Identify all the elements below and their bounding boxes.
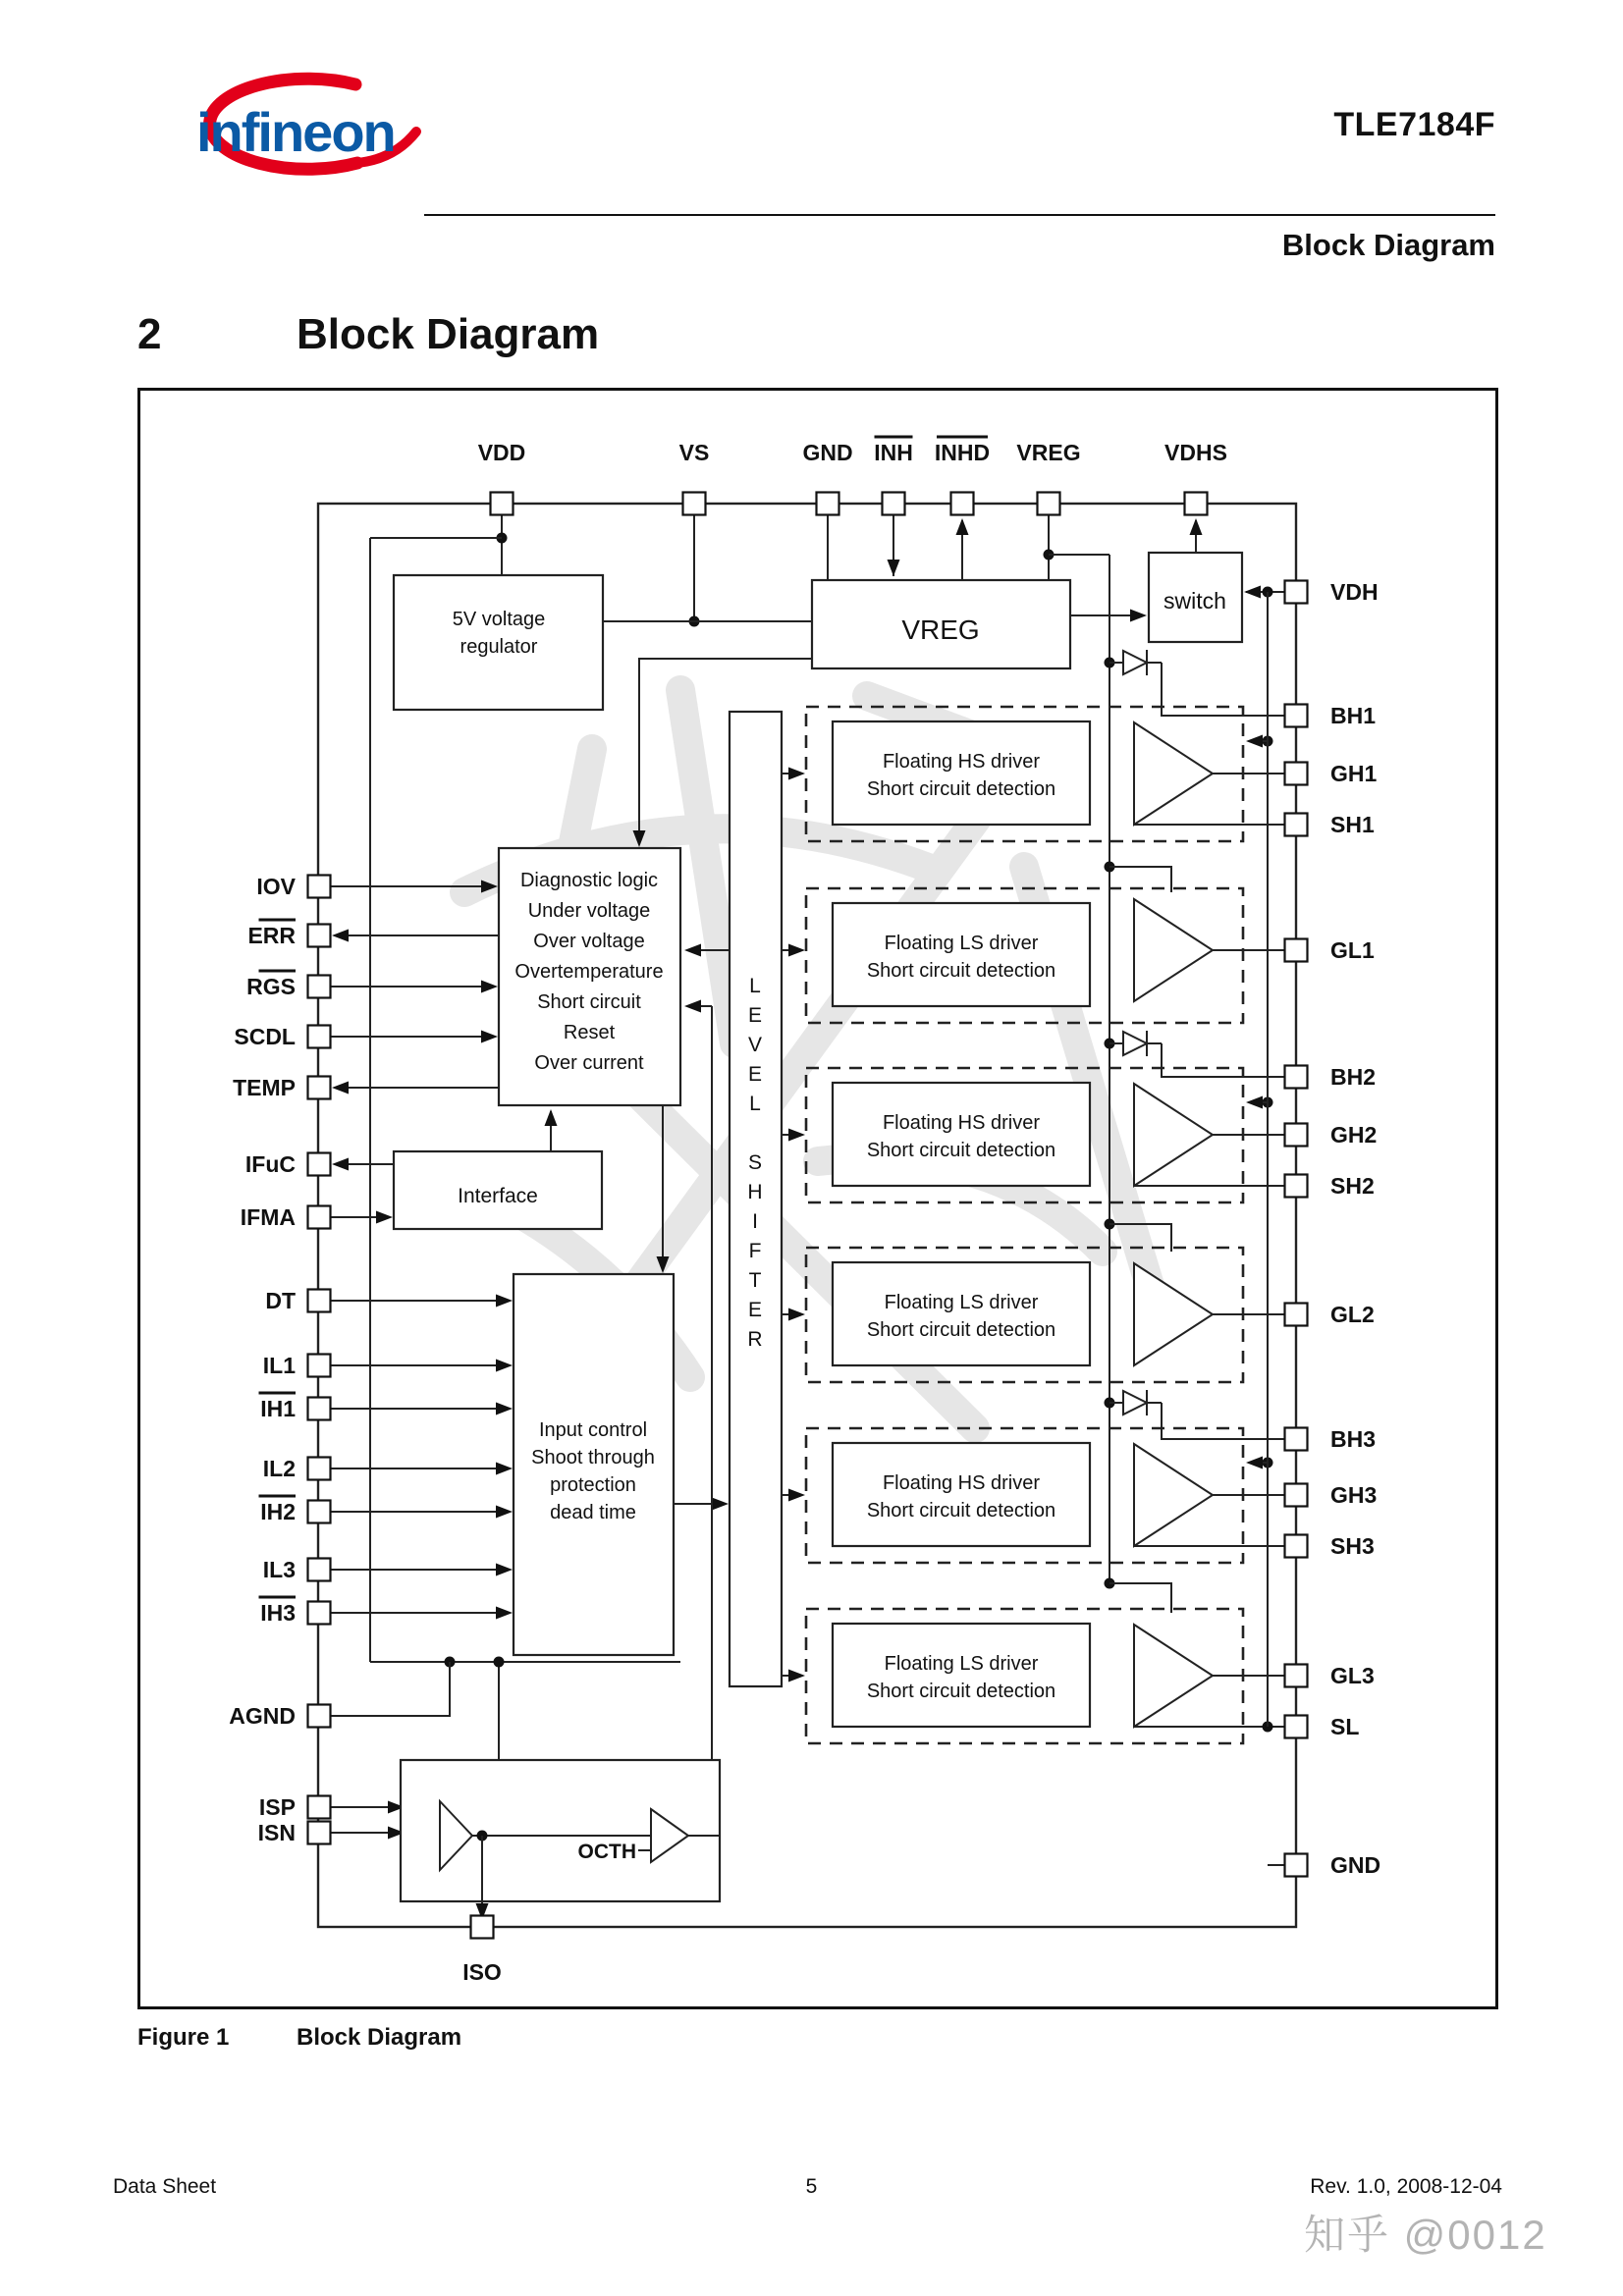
pin-IH1 — [308, 1398, 331, 1420]
pin-label-GL2: GL2 — [1330, 1302, 1375, 1327]
arrowhead — [712, 1498, 729, 1511]
pin-SH3 — [1285, 1535, 1308, 1558]
pin-label-IOV: IOV — [256, 874, 296, 899]
footer-revision: Rev. 1.0, 2008-12-04 — [1310, 2175, 1502, 2198]
pin-GL1 — [1285, 939, 1308, 962]
pin-ISN — [308, 1822, 331, 1844]
label: Shoot through — [531, 1447, 655, 1468]
buffer-triangle — [1134, 1084, 1213, 1186]
pin-VS — [683, 493, 706, 515]
arrowhead — [496, 1360, 513, 1372]
pin-label-INHD: INHD — [934, 440, 991, 465]
pin-IL3 — [308, 1559, 331, 1581]
pin-GL3 — [1285, 1665, 1308, 1687]
pin-label-VREG: VREG — [1016, 440, 1081, 465]
pin-label-ISP: ISP — [258, 1794, 296, 1820]
junction-dot — [494, 1657, 505, 1668]
block-diagram — [140, 391, 1501, 2012]
header-rule — [424, 214, 1495, 216]
pin-VDH — [1285, 581, 1308, 604]
label: Short circuit detection — [866, 1500, 1056, 1522]
pin-VDD — [491, 493, 514, 515]
pin-GH1 — [1285, 763, 1308, 785]
arrowhead — [496, 1295, 513, 1308]
arrowhead — [788, 1308, 805, 1321]
product-title: TLE7184F — [1333, 106, 1495, 143]
arrowhead — [1246, 1457, 1263, 1469]
pin-INH — [883, 493, 905, 515]
pin-label-VDH: VDH — [1330, 579, 1379, 605]
arrowhead — [684, 1000, 701, 1013]
label: Short circuit detection — [866, 1681, 1056, 1702]
pin-label-VDD: VDD — [477, 440, 526, 465]
arrowhead — [496, 1403, 513, 1415]
arrowhead — [1246, 1096, 1263, 1109]
arrowhead — [496, 1463, 513, 1475]
block-octh-label: OCTH — [577, 1841, 636, 1863]
page-header: Block Diagram — [1281, 228, 1495, 262]
pin-ERR — [308, 925, 331, 947]
caption-title: Block Diagram — [297, 2024, 462, 2051]
arrowhead — [788, 1489, 805, 1502]
pin-label-BH2: BH2 — [1330, 1064, 1377, 1090]
pin-label-RGS: RGS — [246, 974, 296, 999]
arrowhead — [1130, 610, 1147, 622]
pin-INHD — [951, 493, 974, 515]
pin-label-BH1: BH1 — [1330, 703, 1377, 728]
pin-ISP — [308, 1796, 331, 1819]
label: E — [747, 1299, 763, 1321]
driver-inner-box — [833, 721, 1090, 825]
label: regulator — [460, 636, 538, 658]
arrowhead — [788, 1670, 805, 1682]
pin-label-SH1: SH1 — [1330, 812, 1375, 837]
label: Floating LS driver — [884, 1653, 1039, 1675]
pin-SH2 — [1285, 1175, 1308, 1198]
diode-icon — [1123, 651, 1147, 674]
pin-TEMP — [308, 1077, 331, 1099]
driver-inner-box — [833, 1083, 1090, 1186]
pin-IL2 — [308, 1458, 331, 1480]
label: F — [748, 1240, 762, 1262]
pin-IL1 — [308, 1355, 331, 1377]
label: E — [747, 1063, 763, 1086]
label: dead time — [550, 1502, 636, 1523]
pin-SL — [1285, 1716, 1308, 1738]
pin-label-IL1: IL1 — [262, 1353, 296, 1378]
pin-VDHS — [1185, 493, 1208, 515]
pin-label-AGND: AGND — [229, 1703, 296, 1729]
label: T — [748, 1269, 762, 1292]
diode-icon — [1123, 1032, 1147, 1055]
pin-label-IL2: IL2 — [262, 1456, 296, 1481]
label: Short circuit detection — [866, 1319, 1056, 1341]
pin-BH2 — [1285, 1066, 1308, 1089]
label: H — [747, 1181, 763, 1203]
label: R — [747, 1328, 763, 1351]
pin-label-GND: GND — [1330, 1852, 1381, 1878]
pin-label-GH2: GH2 — [1330, 1122, 1378, 1148]
arrowhead — [788, 1129, 805, 1142]
arrowhead — [332, 930, 349, 942]
block-vreg-label: VREG — [901, 614, 980, 645]
arrowhead — [332, 1082, 349, 1095]
figure-frame — [137, 388, 1498, 2009]
pin-IH2 — [308, 1501, 331, 1523]
pin-label-GH1: GH1 — [1330, 761, 1378, 786]
figure-caption — [137, 2024, 462, 2052]
arrowhead — [888, 560, 900, 576]
pin-label-VDHS: VDHS — [1164, 440, 1227, 465]
pin-label-SL: SL — [1330, 1714, 1360, 1739]
pin-IFuC — [308, 1153, 331, 1176]
pin-label-GND: GND — [802, 440, 853, 465]
diode-icon — [1123, 1391, 1147, 1415]
arrowhead — [496, 1506, 513, 1519]
zhihu-watermark: 知乎 @0012 — [1304, 2212, 1547, 2258]
pin-label-IH3: IH3 — [260, 1600, 296, 1626]
pin-GND — [1285, 1854, 1308, 1877]
label: L — [749, 975, 761, 997]
label: Floating HS driver — [882, 1472, 1041, 1494]
pin-label-IFuC: IFuC — [244, 1151, 296, 1177]
arrowhead — [481, 1031, 498, 1043]
arrowhead — [1246, 735, 1263, 748]
section-number: 2 — [137, 310, 162, 358]
pin-GH3 — [1285, 1484, 1308, 1507]
label: Under voltage — [527, 900, 651, 922]
pin-label-GL1: GL1 — [1330, 937, 1375, 963]
footer-page-number: 5 — [805, 2175, 818, 2198]
label: protection — [550, 1474, 636, 1496]
logo-wordmark: infineon — [196, 101, 395, 163]
pin-label-ISO: ISO — [462, 1959, 502, 1985]
arrowhead — [496, 1607, 513, 1620]
pin-BH1 — [1285, 705, 1308, 727]
pin-label-VS: VS — [678, 440, 710, 465]
label: Floating LS driver — [884, 933, 1039, 954]
pin-label-ISN: ISN — [257, 1820, 296, 1845]
pin-label-BH3: BH3 — [1330, 1426, 1377, 1452]
footer-doc-type: Data Sheet — [113, 2175, 217, 2198]
buffer-triangle — [1134, 899, 1213, 1001]
arrowhead — [496, 1564, 513, 1576]
label: Short circuit — [537, 991, 641, 1013]
block-switch-label: switch — [1163, 588, 1226, 614]
label: Input control — [538, 1419, 648, 1441]
pin-label-SCDL: SCDL — [234, 1024, 296, 1049]
pin-label-IH1: IH1 — [260, 1396, 296, 1421]
pin-label-GL3: GL3 — [1330, 1663, 1375, 1688]
pin-VREG — [1038, 493, 1060, 515]
pin-label-INH: INH — [874, 440, 913, 465]
pin-label-IL3: IL3 — [262, 1557, 296, 1582]
caption-label: Figure 1 — [137, 2024, 230, 2051]
arrowhead — [481, 981, 498, 993]
pin-IH3 — [308, 1602, 331, 1625]
pin-IOV — [308, 876, 331, 898]
section-title: Block Diagram — [297, 310, 600, 358]
pin-SH1 — [1285, 814, 1308, 836]
label: S — [747, 1151, 763, 1174]
label: Short circuit detection — [866, 1140, 1056, 1161]
pin-DT — [308, 1290, 331, 1312]
infineon-logo — [147, 69, 432, 201]
pin-label-TEMP: TEMP — [233, 1075, 296, 1100]
pin-label-SH3: SH3 — [1330, 1533, 1375, 1559]
buffer-triangle — [1134, 1625, 1213, 1727]
arrowhead — [332, 1158, 349, 1171]
label: Over current — [534, 1052, 644, 1074]
buffer-triangle — [1134, 1263, 1213, 1365]
label: E — [747, 1004, 763, 1027]
watermark-stroke — [680, 690, 734, 1043]
pin-SCDL — [308, 1026, 331, 1048]
wire — [330, 1662, 450, 1716]
pin-label-DT: DT — [265, 1288, 296, 1313]
buffer-triangle — [1134, 722, 1213, 825]
label: I — [752, 1210, 758, 1233]
pin-label-IH2: IH2 — [260, 1499, 296, 1524]
pin-BH3 — [1285, 1428, 1308, 1451]
label: Overtemperature — [514, 961, 664, 983]
pin-AGND — [308, 1705, 331, 1728]
pin-IFMA — [308, 1206, 331, 1229]
label: Short circuit detection — [866, 960, 1056, 982]
arrowhead — [684, 944, 701, 957]
section-heading — [137, 310, 599, 359]
label: Floating HS driver — [882, 751, 1041, 773]
arrowhead — [956, 518, 969, 535]
arrowhead — [376, 1211, 393, 1224]
pin-ISO — [471, 1916, 494, 1939]
pin-label-SH2: SH2 — [1330, 1173, 1375, 1199]
block-interface-label: Interface — [458, 1185, 538, 1207]
pin-GH2 — [1285, 1124, 1308, 1147]
driver-inner-box — [833, 1262, 1090, 1365]
arrowhead — [788, 944, 805, 957]
arrowhead — [788, 768, 805, 780]
driver-inner-box — [833, 1443, 1090, 1546]
label: Floating HS driver — [882, 1112, 1041, 1134]
label: Floating LS driver — [884, 1292, 1039, 1313]
label: Reset — [563, 1022, 616, 1043]
arrowhead — [1190, 518, 1203, 535]
pin-GL2 — [1285, 1304, 1308, 1326]
buffer-triangle — [1134, 1444, 1213, 1546]
label: 5V voltage — [452, 609, 546, 630]
driver-inner-box — [833, 1624, 1090, 1727]
pin-label-IFMA: IFMA — [240, 1204, 296, 1230]
label: Short circuit detection — [866, 778, 1056, 800]
arrowhead — [1244, 586, 1261, 599]
pin-RGS — [308, 976, 331, 998]
driver-inner-box — [833, 903, 1090, 1006]
arrowhead — [545, 1109, 558, 1126]
label: Diagnostic logic — [519, 870, 659, 891]
pin-label-GH3: GH3 — [1330, 1482, 1378, 1508]
label: L — [749, 1093, 761, 1115]
pin-label-ERR: ERR — [247, 923, 296, 948]
label: Over voltage — [533, 931, 645, 952]
label: V — [747, 1034, 763, 1056]
pin-GND — [817, 493, 839, 515]
